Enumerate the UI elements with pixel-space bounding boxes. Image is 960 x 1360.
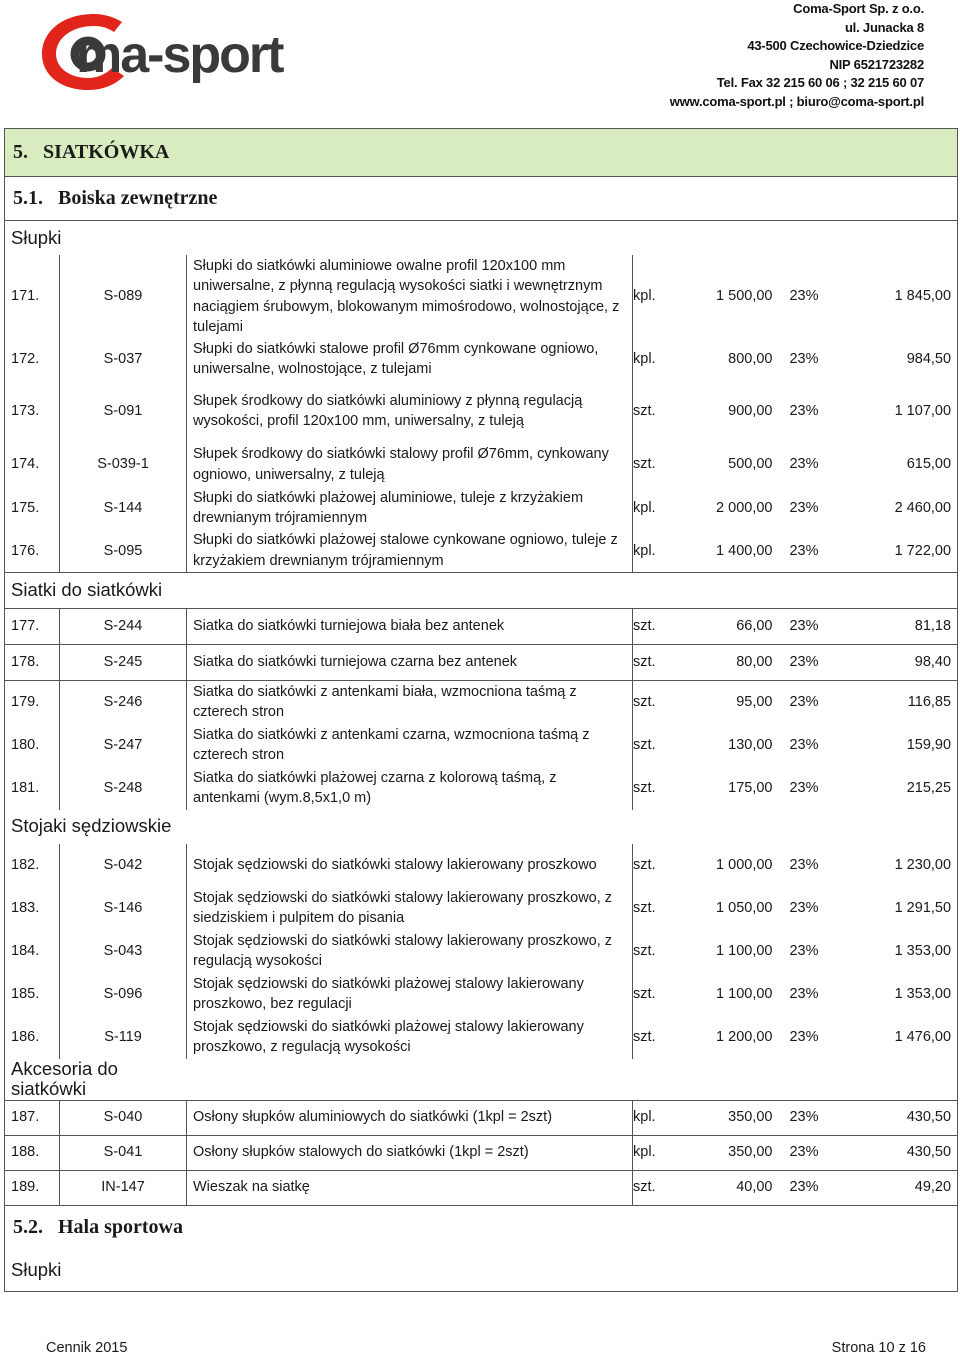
item-gross: 1 845,00 [831,255,958,339]
item-description: Stojak sędziowski do siatkówki stalowy lakierowany proszkowo, z siedziskiem i pulpitem do pisania [187,887,633,930]
category-title: Akcesoria do siatkówki [5,1059,187,1101]
item-gross: 215,25 [831,767,958,810]
item-code: S-245 [60,645,187,681]
item-description: Stojak sędziowski do siatkówki plażowej stalowy lakierowany proszkowo, z regulacją wysokości [187,1016,633,1059]
company-info [670,0,924,111]
item-number: 188. [5,1135,60,1170]
item-description: Słupki do siatkówki stalowe profil Ø76mm cynkowane ogniowo, uniwersalne, wolnostojące, z tulejami [187,339,633,380]
item-gross: 984,50 [831,339,958,380]
item-vat: 23% [789,288,819,305]
item-price: 800,00 [728,350,773,367]
item-gross: 116,85 [831,681,958,724]
subsection-number: 5.2. [13,1216,43,1238]
item-price: 130,00 [728,736,773,753]
item-vat: 23% [789,542,819,559]
company-name: Coma-Sport Sp. z o.o. [793,1,924,16]
item-unit: szt. [633,443,685,487]
item-code: S-042 [60,844,187,887]
item-price: 80,00 [685,645,773,681]
category-title: Stojaki sędziowskie [5,810,187,844]
item-vat: 23% [789,736,819,753]
item-vat: 23% [773,1135,831,1170]
company-street: ul. Junacka 8 [844,19,924,35]
table-row [5,887,958,930]
company-phone: Tel. Fax 32 215 60 06 ; 32 215 60 07 [716,75,924,90]
item-number: 176. [5,530,60,573]
item-unit: szt. [633,767,685,810]
company-web-email: www.coma-sport.pl ; biuro@coma-sport.pl [669,93,924,109]
item-price: 1 400,00 [716,542,773,559]
item-unit: szt. [633,609,685,645]
item-code: S-144 [60,487,187,530]
item-price: 2 000,00 [716,499,773,516]
footer-catalog-name: Cennik 2015 [46,1340,128,1356]
item-unit: szt. [633,887,685,930]
item-unit: kpl. [633,339,685,380]
category-title: Słupki [5,1249,958,1291]
item-code: S-089 [60,255,187,339]
item-number: 189. [5,1170,60,1205]
table-row [5,767,958,810]
item-code: IN-147 [60,1170,187,1205]
item-unit: kpl. [633,487,685,530]
item-gross: 430,50 [831,1135,958,1170]
item-price: 350,00 [685,1100,773,1135]
item-description: Słupek środkowy do siatkówki stalowy profil Ø76mm, cynkowany ogniowo, uniwersalny, z tuleją [187,443,633,487]
item-number: 174. [5,443,60,487]
category-row [5,810,958,844]
item-gross: 2 460,00 [831,487,958,530]
item-price: 66,00 [685,609,773,645]
item-unit: szt. [633,681,685,724]
section-header-row [5,129,958,177]
table-row [5,530,958,573]
item-unit: szt. [633,724,685,767]
item-gross: 1 722,00 [831,530,958,573]
item-number: 172. [5,339,60,380]
section-title: SIATKÓWKA [43,141,170,164]
item-vat: 23% [789,899,819,916]
item-code: S-041 [60,1135,187,1170]
category-spacer [187,810,958,844]
category-title: Siatki do siatkówki [5,573,187,609]
item-description: Słupki do siatkówki aluminiowe owalne profil 120x100 mm uniwersalne, z płynną regulacją wysokości siatki i wewnętrznym naciągiem śrubowym, blokowanym mimośrodowo, wolnostojące, z tulejami [187,255,633,339]
item-price: 1 000,00 [716,856,773,873]
item-price: 40,00 [685,1170,773,1205]
item-unit: kpl. [633,530,685,573]
item-unit: kpl. [633,255,685,339]
item-unit: szt. [633,930,685,973]
item-number: 180. [5,724,60,767]
item-vat: 23% [773,645,831,681]
item-number: 183. [5,887,60,930]
item-gross: 1 230,00 [831,844,958,887]
subsection-title-cell [5,1205,958,1249]
item-number: 184. [5,930,60,973]
item-number: 185. [5,973,60,1016]
table-row [5,339,958,380]
item-number: 187. [5,1100,60,1135]
table-row [5,724,958,767]
item-gross: 49,20 [831,1170,958,1205]
item-gross: 430,50 [831,1100,958,1135]
section-number: 5. [13,141,28,164]
table-row [5,1100,958,1135]
item-vat: 23% [789,456,819,473]
item-vat: 23% [789,985,819,1002]
item-gross: 1 353,00 [831,930,958,973]
item-code: S-095 [60,530,187,573]
item-description: Słupki do siatkówki plażowej stalowe cynkowane ogniowo, tuleje z krzyżakiem drewnianym trójramiennym [187,530,633,573]
item-description: Siatka do siatkówki z antenkami czarna, wzmocniona taśmą z czterech stron [187,724,633,767]
subsection-header-row [5,177,958,221]
item-vat: 23% [789,499,819,516]
subsection-title: Hala sportowa [58,1216,183,1238]
category-title: Słupki [5,221,958,255]
item-vat: 23% [773,681,831,724]
item-gross: 1 353,00 [831,973,958,1016]
item-price: 1 500,00 [716,288,773,305]
item-description: Słupek środkowy do siatkówki aluminiowy z płynną regulacją wysokości, profil 120x100 mm, uniwersalny, z tuleją [187,380,633,443]
item-number: 175. [5,487,60,530]
item-unit: szt. [633,380,685,443]
item-gross: 1 107,00 [831,380,958,443]
item-vat: 23% [789,402,819,419]
item-number: 182. [5,844,60,887]
item-code: S-037 [60,339,187,380]
item-vat: 23% [773,1170,831,1205]
item-number: 186. [5,1016,60,1059]
footer-page-number: Strona 10 z 16 [831,1340,926,1356]
item-vat: 23% [789,856,819,873]
item-description: Siatka do siatkówki z antenkami biała, wzmocniona taśmą z czterech stron [187,681,633,724]
category-row [5,1059,958,1101]
item-code: S-248 [60,767,187,810]
subsection-header-row [5,1205,958,1249]
item-gross: 81,18 [831,609,958,645]
item-unit: szt. [633,1170,685,1205]
item-unit: kpl. [633,1100,685,1135]
table-row [5,1016,958,1059]
item-description: Osłony słupków aluminiowych do siatkówki (1kpl = 2szt) [187,1100,633,1135]
item-vat: 23% [773,1100,831,1135]
item-vat: 23% [789,1028,819,1045]
item-number: 173. [5,380,60,443]
item-gross: 1 476,00 [831,1016,958,1059]
item-unit: szt. [633,844,685,887]
table-row [5,487,958,530]
item-description: Stojak sędziowski do siatkówki stalowy lakierowany proszkowo [187,844,633,887]
item-vat: 23% [789,779,819,796]
item-code: S-244 [60,609,187,645]
item-price: 1 200,00 [716,1028,773,1045]
item-price: 1 050,00 [716,899,773,916]
item-unit: szt. [633,645,685,681]
table-row [5,1135,958,1170]
item-code: S-043 [60,930,187,973]
item-code: S-091 [60,380,187,443]
table-row [5,681,958,724]
subsection-number: 5.1. [13,187,43,210]
category-row [5,573,958,609]
item-unit: kpl. [633,1135,685,1170]
coma-sport-logo [36,6,406,94]
item-vat: 23% [789,350,819,367]
item-description: Siatka do siatkówki turniejowa biała bez antenek [187,609,633,645]
item-price: 500,00 [728,456,773,473]
item-vat: 23% [773,609,831,645]
page-header [0,0,960,108]
item-description: Siatka do siatkówki turniejowa czarna bez antenek [187,645,633,681]
table-row [5,609,958,645]
item-unit: szt. [633,973,685,1016]
table-row [5,443,958,487]
item-price: 350,00 [685,1135,773,1170]
item-code: S-247 [60,724,187,767]
item-code: S-246 [60,681,187,724]
table-row [5,930,958,973]
item-code: S-040 [60,1100,187,1135]
item-price: 95,00 [685,681,773,724]
table-row [5,973,958,1016]
item-vat: 23% [789,942,819,959]
price-list-sheet [4,128,957,1292]
company-nip: NIP 6521723282 [829,56,924,72]
svg-text:ma-sport: ma-sport [76,26,283,84]
table-row [5,1170,958,1205]
item-gross: 615,00 [831,443,958,487]
item-description: Stojak sędziowski do siatkówki plażowej stalowy lakierowany proszkowo, bez regulacji [187,973,633,1016]
item-price: 900,00 [728,402,773,419]
item-number: 178. [5,645,60,681]
item-description: Siatka do siatkówki plażowej czarna z kolorową taśmą, z antenkami (wym.8,5x1,0 m) [187,767,633,810]
price-table [4,128,958,1292]
section-title-cell [5,129,958,177]
item-number: 181. [5,767,60,810]
item-unit: szt. [633,1016,685,1059]
category-row [5,221,958,255]
item-code: S-119 [60,1016,187,1059]
category-spacer [187,1059,958,1101]
table-row [5,380,958,443]
item-description: Osłony słupków stalowych do siatkówki (1kpl = 2szt) [187,1135,633,1170]
item-gross: 159,90 [831,724,958,767]
item-price: 175,00 [728,779,773,796]
table-row [5,645,958,681]
table-row [5,255,958,339]
subsection-title-cell [5,177,958,221]
item-code: S-039-1 [60,443,187,487]
item-number: 177. [5,609,60,645]
item-price: 1 100,00 [716,985,773,1002]
item-description: Słupki do siatkówki plażowej aluminiowe, tuleje z krzyżakiem drewnianym trójramiennym [187,487,633,530]
item-price: 1 100,00 [716,942,773,959]
company-city: 43-500 Czechowice-Dziedzice [747,38,924,53]
item-gross: 1 291,50 [831,887,958,930]
category-spacer [187,573,958,609]
item-gross: 98,40 [831,645,958,681]
category-row [5,1249,958,1291]
item-number: 171. [5,255,60,339]
item-description: Stojak sędziowski do siatkówki stalowy lakierowany proszkowo, z regulacją wysokości [187,930,633,973]
table-row [5,844,958,887]
item-code: S-146 [60,887,187,930]
subsection-title: Boiska zewnętrzne [58,187,218,210]
item-number: 179. [5,681,60,724]
item-code: S-096 [60,973,187,1016]
item-description: Wieszak na siatkę [187,1170,633,1205]
